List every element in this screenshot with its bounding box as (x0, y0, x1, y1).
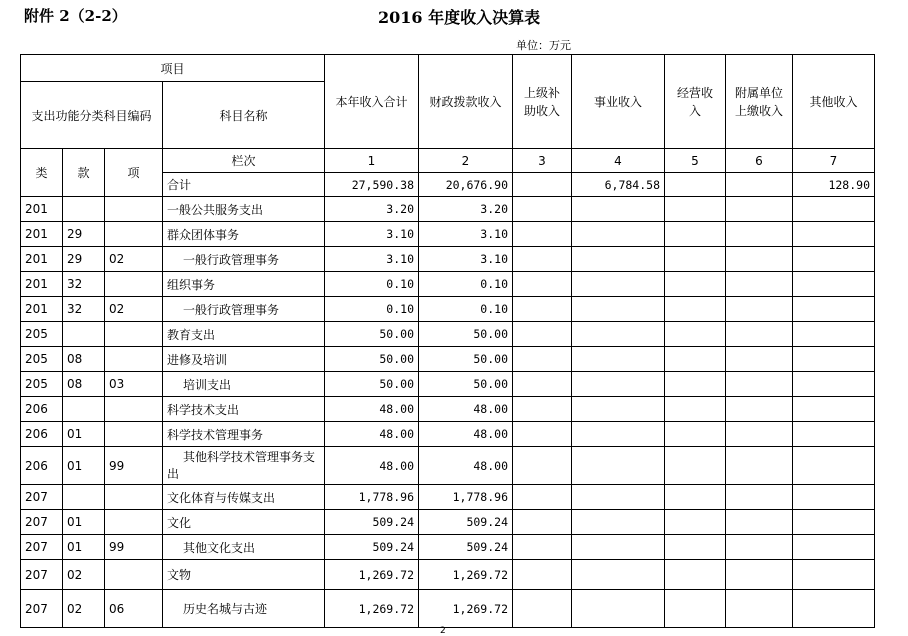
cell-total-income: 1,269.72 (325, 560, 419, 590)
cell-xiang: 99 (105, 535, 163, 560)
attachment-label: 附件 2（2-2） (24, 7, 127, 25)
cell-subject-name: 教育支出 (163, 322, 325, 347)
cell-xiang (105, 560, 163, 590)
total-value-5 (665, 173, 726, 197)
cell-lei: 207 (21, 485, 63, 510)
revenue-table (20, 54, 875, 628)
cell-fiscal-income: 48.00 (419, 397, 513, 422)
table-row (21, 372, 875, 397)
cell-lei: 206 (21, 397, 63, 422)
cell-subject-name: 一般行政管理事务 (163, 247, 325, 272)
cell-kuan (63, 197, 105, 222)
cell-xiang (105, 322, 163, 347)
cell-total-income: 50.00 (325, 347, 419, 372)
cell-total-income: 48.00 (325, 422, 419, 447)
header-col-5: 经营收入 (665, 55, 726, 149)
cell-total-income: 1,778.96 (325, 485, 419, 510)
cell-xiang (105, 347, 163, 372)
cell-total-income: 0.10 (325, 272, 419, 297)
cell-lei: 201 (21, 222, 63, 247)
header-row-item (21, 55, 875, 82)
cell-lei: 207 (21, 560, 63, 590)
header-col-1: 本年收入合计 (325, 55, 419, 149)
cell-subject-name: 科学技术支出 (163, 397, 325, 422)
cell-lei: 201 (21, 272, 63, 297)
total-value-1: 27,590.38 (325, 173, 419, 197)
table-row (21, 510, 875, 535)
cell-total-income: 3.10 (325, 247, 419, 272)
cell-kuan: 29 (63, 222, 105, 247)
cell-xiang: 02 (105, 297, 163, 322)
table-row (21, 535, 875, 560)
cell-fiscal-income: 0.10 (419, 272, 513, 297)
total-value-7: 128.90 (793, 173, 875, 197)
cell-lei: 201 (21, 197, 63, 222)
cell-kuan: 29 (63, 247, 105, 272)
col-num-3: 3 (513, 149, 572, 173)
header-col-7: 其他收入 (793, 55, 875, 149)
cell-subject-name: 群众团体事务 (163, 222, 325, 247)
cell-lei: 205 (21, 322, 63, 347)
cell-subject-name: 科学技术管理事务 (163, 422, 325, 447)
col-num-6: 6 (726, 149, 793, 173)
table-row (21, 560, 875, 590)
cell-lei: 205 (21, 372, 63, 397)
cell-subject-name: 一般公共服务支出 (163, 197, 325, 222)
total-value-2: 20,676.90 (419, 173, 513, 197)
cell-kuan: 01 (63, 422, 105, 447)
col-num-2: 2 (419, 149, 513, 173)
cell-lei: 207 (21, 590, 63, 628)
cell-kuan (63, 322, 105, 347)
cell-subject-name: 其他文化支出 (163, 535, 325, 560)
col-num-5: 5 (665, 149, 726, 173)
cell-fiscal-income: 3.10 (419, 247, 513, 272)
cell-xiang: 99 (105, 447, 163, 485)
header-col-4: 事业收入 (572, 55, 665, 149)
col-num-1: 1 (325, 149, 419, 173)
table-row (21, 247, 875, 272)
cell-fiscal-income: 50.00 (419, 322, 513, 347)
cell-kuan: 02 (63, 560, 105, 590)
table-row (21, 590, 875, 628)
cell-subject-name: 培训支出 (163, 372, 325, 397)
cell-lei: 201 (21, 247, 63, 272)
cell-fiscal-income: 0.10 (419, 297, 513, 322)
cell-fiscal-income: 509.24 (419, 510, 513, 535)
cell-total-income: 50.00 (325, 372, 419, 397)
cell-total-income: 509.24 (325, 510, 419, 535)
cell-subject-name: 文化 (163, 510, 325, 535)
cell-lei: 207 (21, 535, 63, 560)
cell-fiscal-income: 48.00 (419, 447, 513, 485)
cell-kuan (63, 397, 105, 422)
cell-fiscal-income: 1,269.72 (419, 590, 513, 628)
cell-subject-name: 历史名城与古迹 (163, 590, 325, 628)
cell-subject-name: 进修及培训 (163, 347, 325, 372)
cell-subject-name: 文化体育与传媒支出 (163, 485, 325, 510)
cell-total-income: 50.00 (325, 322, 419, 347)
cell-subject-name: 文物 (163, 560, 325, 590)
cell-kuan: 01 (63, 535, 105, 560)
cell-lei: 201 (21, 297, 63, 322)
table-row (21, 447, 875, 485)
cell-fiscal-income: 50.00 (419, 372, 513, 397)
header-func-code: 支出功能分类科目编码 (21, 82, 163, 149)
cell-kuan (63, 485, 105, 510)
cell-xiang (105, 485, 163, 510)
cell-xiang (105, 272, 163, 297)
header-item: 项目 (21, 55, 325, 82)
header-row-lanci (21, 149, 875, 173)
cell-total-income: 3.20 (325, 197, 419, 222)
header-col-3: 上级补助收入 (513, 55, 572, 149)
cell-total-income: 509.24 (325, 535, 419, 560)
table-row (21, 397, 875, 422)
cell-total-income: 48.00 (325, 447, 419, 485)
cell-total-income: 3.10 (325, 222, 419, 247)
cell-total-income: 48.00 (325, 397, 419, 422)
cell-kuan: 08 (63, 372, 105, 397)
cell-lei: 206 (21, 422, 63, 447)
table-row (21, 422, 875, 447)
header-lanci: 栏次 (163, 149, 325, 173)
table-row (21, 272, 875, 297)
total-value-6 (726, 173, 793, 197)
cell-fiscal-income: 3.10 (419, 222, 513, 247)
cell-kuan: 32 (63, 272, 105, 297)
total-value-4: 6,784.58 (572, 173, 665, 197)
page-mark: 2 (440, 626, 446, 636)
cell-fiscal-income: 48.00 (419, 422, 513, 447)
cell-xiang: 03 (105, 372, 163, 397)
cell-lei: 206 (21, 447, 63, 485)
cell-xiang: 06 (105, 590, 163, 628)
cell-kuan: 01 (63, 447, 105, 485)
header-col-2: 财政拨款收入 (419, 55, 513, 149)
cell-kuan: 02 (63, 590, 105, 628)
cell-subject-name: 其他科学技术管理事务支出 (163, 447, 325, 485)
total-value-3 (513, 173, 572, 197)
table-row (21, 485, 875, 510)
col-num-4: 4 (572, 149, 665, 173)
cell-xiang (105, 510, 163, 535)
header-subject-name: 科目名称 (163, 82, 325, 149)
cell-xiang (105, 197, 163, 222)
cell-kuan: 01 (63, 510, 105, 535)
cell-total-income: 1,269.72 (325, 590, 419, 628)
cell-subject-name: 一般行政管理事务 (163, 297, 325, 322)
cell-xiang (105, 222, 163, 247)
cell-fiscal-income: 3.20 (419, 197, 513, 222)
header-lei: 类 (21, 149, 63, 197)
table-row (21, 322, 875, 347)
cell-fiscal-income: 1,778.96 (419, 485, 513, 510)
cell-fiscal-income: 509.24 (419, 535, 513, 560)
header-kuan: 款 (63, 149, 105, 197)
cell-xiang: 02 (105, 247, 163, 272)
page-title: 2016 年度收入决算表 (378, 8, 541, 27)
cell-xiang (105, 422, 163, 447)
col-num-7: 7 (793, 149, 875, 173)
table-row (21, 222, 875, 247)
table-row (21, 197, 875, 222)
cell-kuan: 08 (63, 347, 105, 372)
table-row (21, 297, 875, 322)
table-row (21, 347, 875, 372)
unit-label: 单位：万元 (516, 39, 571, 52)
header-col-6: 附属单位上缴收入 (726, 55, 793, 149)
cell-total-income: 0.10 (325, 297, 419, 322)
cell-subject-name: 组织事务 (163, 272, 325, 297)
cell-kuan: 32 (63, 297, 105, 322)
header-xiang: 项 (105, 149, 163, 197)
cell-xiang (105, 397, 163, 422)
cell-lei: 207 (21, 510, 63, 535)
cell-fiscal-income: 50.00 (419, 347, 513, 372)
cell-lei: 205 (21, 347, 63, 372)
cell-fiscal-income: 1,269.72 (419, 560, 513, 590)
total-label: 合计 (163, 173, 325, 197)
